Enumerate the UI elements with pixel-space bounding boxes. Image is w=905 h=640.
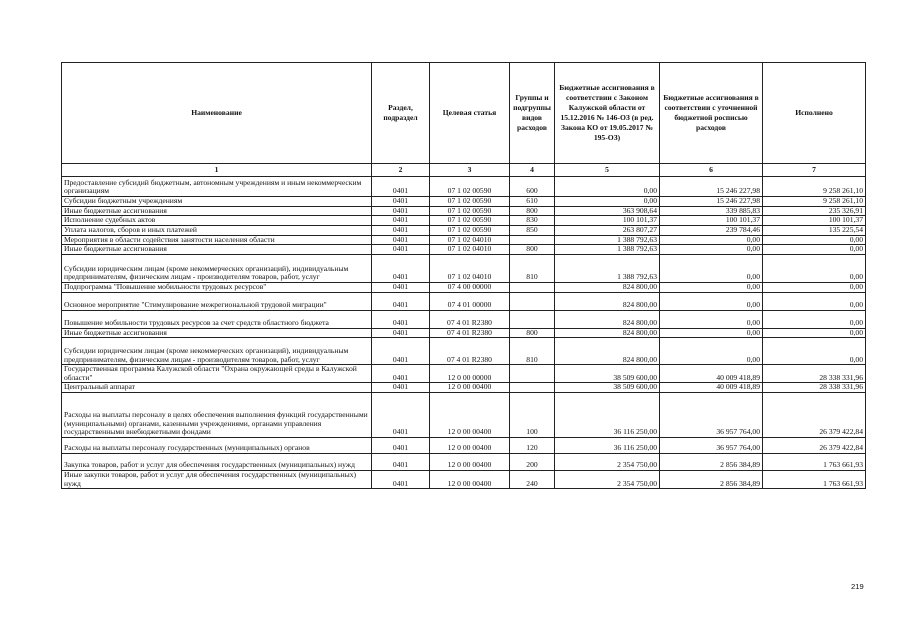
- row-group: 610: [510, 197, 555, 207]
- row-section: 0401: [372, 437, 430, 453]
- row-group: [510, 310, 555, 328]
- row-refined: 0,00: [660, 328, 763, 338]
- row-budget: 824 800,00: [555, 292, 660, 310]
- row-refined: 2 856 384,89: [660, 453, 763, 470]
- row-budget: 2 354 750,00: [555, 470, 660, 488]
- row-group: 120: [510, 437, 555, 453]
- row-section: 0401: [372, 235, 430, 245]
- row-budget: 263 807,27: [555, 225, 660, 235]
- row-executed: 26 379 422,84: [763, 392, 866, 437]
- table-row: [62, 328, 866, 338]
- row-refined: 0,00: [660, 292, 763, 310]
- page-number: 219: [851, 582, 864, 591]
- row-group: [510, 282, 555, 292]
- row-executed: 0,00: [763, 292, 866, 310]
- row-section: 0401: [372, 254, 430, 282]
- row-group: 810: [510, 338, 555, 365]
- row-group: [510, 383, 555, 393]
- row-name: Подпрограмма "Повышение мобильности трудовых ресурсов": [62, 282, 372, 292]
- row-group: 830: [510, 216, 555, 226]
- table-row: [62, 216, 866, 226]
- header-budget: Бюджетные ассигнования в соответствии с Законом Калужской области от 15.12.2016 № 146-ОЗ (в ред. Закона КО от 19.05.2017 № 195-ОЗ): [555, 63, 660, 164]
- row-target: 12 0 00 00400: [430, 437, 510, 453]
- row-target: 12 0 00 00400: [430, 392, 510, 437]
- row-section: 0401: [372, 453, 430, 470]
- row-name: Предоставление субсидий бюджетным, автономным учреждениям и иным некоммерческим организациям: [62, 177, 372, 197]
- row-executed: 1 763 661,93: [763, 470, 866, 488]
- table-row: [62, 470, 866, 488]
- row-target: 07 1 02 00590: [430, 197, 510, 207]
- column-number: 6: [660, 164, 763, 177]
- row-name: Субсидии юридическим лицам (кроме некоммерческих организаций), индивидуальным предпринимателям, физическим лицам - производителям товаров, работ, услуг: [62, 338, 372, 365]
- row-section: 0401: [372, 338, 430, 365]
- row-name: Уплата налогов, сборов и иных платежей: [62, 225, 372, 235]
- row-budget: 0,00: [555, 177, 660, 197]
- row-refined: 36 957 764,00: [660, 392, 763, 437]
- row-section: 0401: [372, 225, 430, 235]
- row-budget: 1 388 792,63: [555, 245, 660, 255]
- row-name: Иные бюджетные ассигнования: [62, 245, 372, 255]
- row-target: 07 4 01 R2380: [430, 310, 510, 328]
- row-target: 07 4 01 R2380: [430, 328, 510, 338]
- row-section: 0401: [372, 392, 430, 437]
- row-name: Государственная программа Калужской области "Охрана окружающей среды в Калужской области": [62, 365, 372, 383]
- table-row: [62, 453, 866, 470]
- table-body: [62, 177, 866, 489]
- row-executed: 135 225,54: [763, 225, 866, 235]
- row-budget: 824 800,00: [555, 328, 660, 338]
- row-refined: 0,00: [660, 235, 763, 245]
- row-target: 07 1 02 04010: [430, 245, 510, 255]
- row-section: 0401: [372, 383, 430, 393]
- row-budget: 824 800,00: [555, 282, 660, 292]
- row-target: 12 0 00 00400: [430, 453, 510, 470]
- row-name: Мероприятия в области содействия занятости населения области: [62, 235, 372, 245]
- row-budget: 1 388 792,63: [555, 254, 660, 282]
- row-group: 600: [510, 177, 555, 197]
- row-target: 07 4 01 R2380: [430, 338, 510, 365]
- row-refined: 2 856 384,89: [660, 470, 763, 488]
- table-row: [62, 437, 866, 453]
- row-group: 800: [510, 328, 555, 338]
- row-executed: 235 326,91: [763, 206, 866, 216]
- row-section: 0401: [372, 328, 430, 338]
- row-group: [510, 292, 555, 310]
- table-row: [62, 177, 866, 197]
- row-name: Иные бюджетные ассигнования: [62, 206, 372, 216]
- row-executed: 0,00: [763, 328, 866, 338]
- row-executed: 0,00: [763, 310, 866, 328]
- row-name: Повышение мобильности трудовых ресурсов за счет средств областного бюджета: [62, 310, 372, 328]
- row-group: 800: [510, 245, 555, 255]
- row-section: 0401: [372, 292, 430, 310]
- row-refined: 36 957 764,00: [660, 437, 763, 453]
- row-executed: 0,00: [763, 254, 866, 282]
- table-row: [62, 225, 866, 235]
- row-target: 07 4 00 00000: [430, 282, 510, 292]
- row-budget: 824 800,00: [555, 338, 660, 365]
- row-executed: 28 338 331,96: [763, 383, 866, 393]
- table-row: [62, 310, 866, 328]
- row-target: 12 0 00 00400: [430, 470, 510, 488]
- row-refined: 100 101,37: [660, 216, 763, 226]
- row-budget: 36 116 250,00: [555, 392, 660, 437]
- row-name: Субсидии юридическим лицам (кроме некоммерческих организаций), индивидуальным предпринимателям, физическим лицам - производителям товаров, работ, услуг: [62, 254, 372, 282]
- row-target: 12 0 00 00400: [430, 383, 510, 393]
- row-executed: 9 258 261,10: [763, 197, 866, 207]
- row-section: 0401: [372, 470, 430, 488]
- column-number: 3: [430, 164, 510, 177]
- row-refined: 40 009 418,89: [660, 365, 763, 383]
- row-budget: 2 354 750,00: [555, 453, 660, 470]
- table-row: [62, 197, 866, 207]
- column-number: 4: [510, 164, 555, 177]
- table-row: [62, 254, 866, 282]
- row-executed: 9 258 261,10: [763, 177, 866, 197]
- row-executed: 0,00: [763, 338, 866, 365]
- row-name: Основное мероприятие "Стимулирование межрегиональной трудовой миграции": [62, 292, 372, 310]
- row-group: [510, 235, 555, 245]
- row-refined: 40 009 418,89: [660, 383, 763, 393]
- header-section: Раздел, подраздел: [372, 63, 430, 164]
- row-section: 0401: [372, 177, 430, 197]
- row-refined: 239 784,46: [660, 225, 763, 235]
- table-row: [62, 206, 866, 216]
- table-row: [62, 365, 866, 383]
- row-target: 07 1 02 00590: [430, 225, 510, 235]
- row-refined: 0,00: [660, 282, 763, 292]
- header-row: [62, 63, 866, 164]
- header-executed: Исполнено: [763, 63, 866, 164]
- row-group: 200: [510, 453, 555, 470]
- row-target: 07 1 02 04010: [430, 254, 510, 282]
- row-budget: 824 800,00: [555, 310, 660, 328]
- row-name: Закупка товаров, работ и услуг для обеспечения государственных (муниципальных) нужд: [62, 453, 372, 470]
- row-budget: 38 509 600,00: [555, 383, 660, 393]
- row-section: 0401: [372, 245, 430, 255]
- row-refined: 0,00: [660, 310, 763, 328]
- row-name: Расходы на выплаты персоналу в целях обеспечения выполнения функций государственными (муниципальными) органами, казенными учреждениями, органами управления государственными внебюджетными фондами: [62, 392, 372, 437]
- row-target: 07 1 02 00590: [430, 216, 510, 226]
- row-group: 810: [510, 254, 555, 282]
- row-name: Центральный аппарат: [62, 383, 372, 393]
- column-number: 2: [372, 164, 430, 177]
- row-refined: 15 246 227,98: [660, 177, 763, 197]
- table-row: [62, 235, 866, 245]
- row-section: 0401: [372, 282, 430, 292]
- row-section: 0401: [372, 365, 430, 383]
- table-row: [62, 392, 866, 437]
- row-executed: 0,00: [763, 282, 866, 292]
- row-refined: 0,00: [660, 338, 763, 365]
- column-number: 7: [763, 164, 866, 177]
- row-executed: 100 101,37: [763, 216, 866, 226]
- column-number: 5: [555, 164, 660, 177]
- header-group: Группы и подгруппы видов расходов: [510, 63, 555, 164]
- header-target: Целевая статья: [430, 63, 510, 164]
- header-refined: Бюджетные ассигнования в соответствии с уточненной бюджетной росписью расходов: [660, 63, 763, 164]
- row-group: 800: [510, 206, 555, 216]
- row-executed: 28 338 331,96: [763, 365, 866, 383]
- row-executed: 1 763 661,93: [763, 453, 866, 470]
- row-refined: 339 885,83: [660, 206, 763, 216]
- row-budget: 1 388 792,63: [555, 235, 660, 245]
- row-group: [510, 365, 555, 383]
- row-budget: 0,00: [555, 197, 660, 207]
- column-number: 1: [62, 164, 372, 177]
- row-group: 100: [510, 392, 555, 437]
- table-row: [62, 338, 866, 365]
- row-section: 0401: [372, 216, 430, 226]
- header-name: Наименование: [62, 63, 372, 164]
- table-row: [62, 383, 866, 393]
- row-refined: 15 246 227,98: [660, 197, 763, 207]
- row-executed: 0,00: [763, 235, 866, 245]
- row-group: 240: [510, 470, 555, 488]
- row-name: Иные бюджетные ассигнования: [62, 328, 372, 338]
- row-refined: 0,00: [660, 245, 763, 255]
- row-section: 0401: [372, 310, 430, 328]
- row-budget: 36 116 250,00: [555, 437, 660, 453]
- row-target: 07 1 02 00590: [430, 206, 510, 216]
- table-row: [62, 282, 866, 292]
- row-group: 850: [510, 225, 555, 235]
- row-executed: 26 379 422,84: [763, 437, 866, 453]
- row-section: 0401: [372, 206, 430, 216]
- column-number-row: [62, 164, 866, 177]
- row-budget: 363 908,64: [555, 206, 660, 216]
- budget-table: [61, 62, 866, 489]
- row-name: Иные закупки товаров, работ и услуг для обеспечения государственных (муниципальных) нужд: [62, 470, 372, 488]
- row-target: 07 1 02 00590: [430, 177, 510, 197]
- row-target: 12 0 00 00000: [430, 365, 510, 383]
- row-executed: 0,00: [763, 245, 866, 255]
- row-name: Субсидии бюджетным учреждениям: [62, 197, 372, 207]
- row-target: 07 4 01 00000: [430, 292, 510, 310]
- row-section: 0401: [372, 197, 430, 207]
- table-row: [62, 292, 866, 310]
- row-refined: 0,00: [660, 254, 763, 282]
- row-budget: 100 101,37: [555, 216, 660, 226]
- row-name: Исполнение судебных актов: [62, 216, 372, 226]
- row-name: Расходы на выплаты персоналу государственных (муниципальных) органов: [62, 437, 372, 453]
- table-row: [62, 245, 866, 255]
- row-target: 07 1 02 04010: [430, 235, 510, 245]
- row-budget: 38 509 600,00: [555, 365, 660, 383]
